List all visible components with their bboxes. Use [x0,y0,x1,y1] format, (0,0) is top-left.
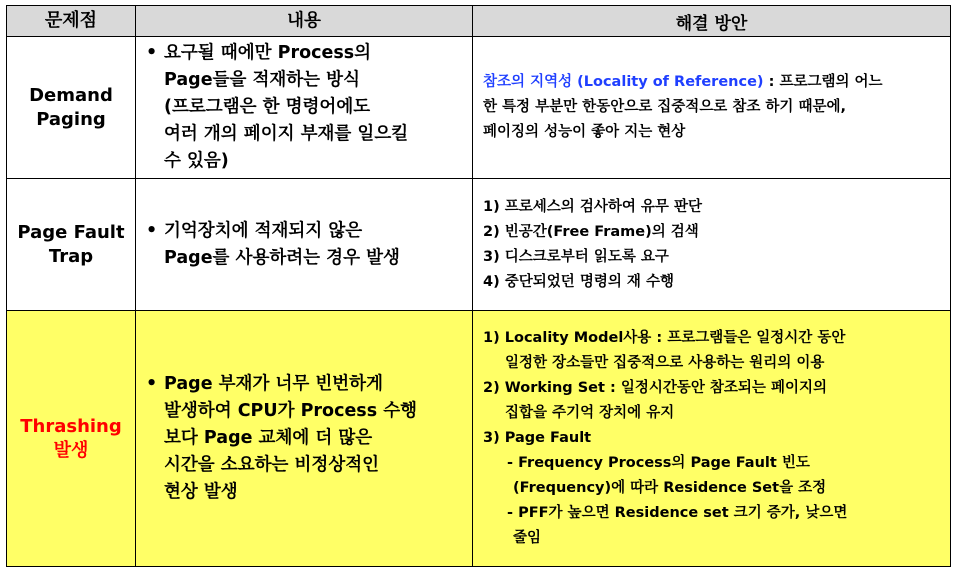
content-cell [136,311,473,567]
header-problem: 문제점 [7,6,136,37]
content-text: 요구될 때에만 Process의 Page들을 적재하는 방식 (프로그램은 한 명령어에도 여러 개의 페이지 부재를 일으킬 수 있음) [164,43,409,171]
solution-step: 4) 중단되었던 명령의 재 수행 [483,273,674,290]
term-cell [7,179,136,311]
solution-step: - Frequency Process의 Page Fault 빈도 [507,455,810,471]
header-content: 내용 [136,6,473,37]
term-line: Page Fault [17,221,125,243]
solution-cell [473,37,951,179]
bullet-icon: • [146,43,158,63]
solution-text: : 프로그램의 어느 [763,74,883,90]
solution-step: 2) 빈공간(Free Frame)의 검색 [483,223,699,240]
solution-step: 2) Working Set : 일정시간동안 참조되는 페이지의 [483,380,828,396]
solution-step: 집합을 주기억 장치에 유지 [505,405,675,421]
content-text: 기억장치에 적재되지 않은 Page를 사용하려는 경우 발생 [164,220,400,268]
table-row [7,179,951,311]
header-row [7,6,951,37]
term-line: 발생 [53,439,89,461]
content-cell [136,179,473,311]
solution-step: 줄임 [513,530,542,546]
table-row [7,37,951,179]
solution-step: - PFF가 높으면 Residence set 크기 증가, 낮으면 [507,505,848,521]
comparison-table [6,5,951,567]
content-cell [136,37,473,179]
content-text: Page 부재가 너무 빈번하게 발생하여 CPU가 Process 수행 보다 Page 교체에 더 많은 시간을 소요하는 비정상적인 현상 발생 [164,374,418,502]
solution-cell [473,179,951,311]
bullet-icon: • [146,220,158,241]
solution-step: (Frequency)에 따라 Residence Set을 조정 [513,480,827,496]
solution-step: 1) 프로세스의 검사하여 유무 판단 [483,198,702,215]
table-row-highlighted [7,311,951,567]
solution-step: 1) Locality Model사용 : 프로그램들은 일정시간 동안 [483,330,846,346]
solution-text: 페이징의 성능이 좋아 지는 현상 [483,124,686,140]
term-line: Demand [29,84,113,106]
solution-cell [473,311,951,567]
solution-step: 3) 디스크로부터 읽도록 요구 [483,248,669,265]
header-solution: 해결 방안 [473,6,951,37]
term-line: Trap [48,245,94,267]
bullet-icon: • [146,374,158,394]
term-line: Paging [36,108,106,130]
solution-highlight: 참조의 지역성 (Locality of Reference) [483,74,764,90]
term-cell [7,311,136,567]
term-line: Thrashing [20,415,122,437]
term-cell [7,37,136,179]
solution-step: 3) Page Fault [483,430,592,446]
solution-text: 한 특정 부분만 한동안으로 집중적으로 참조 하기 때문에, [483,99,847,115]
solution-step: 일정한 장소들만 집중적으로 사용하는 원리의 이용 [505,355,825,371]
